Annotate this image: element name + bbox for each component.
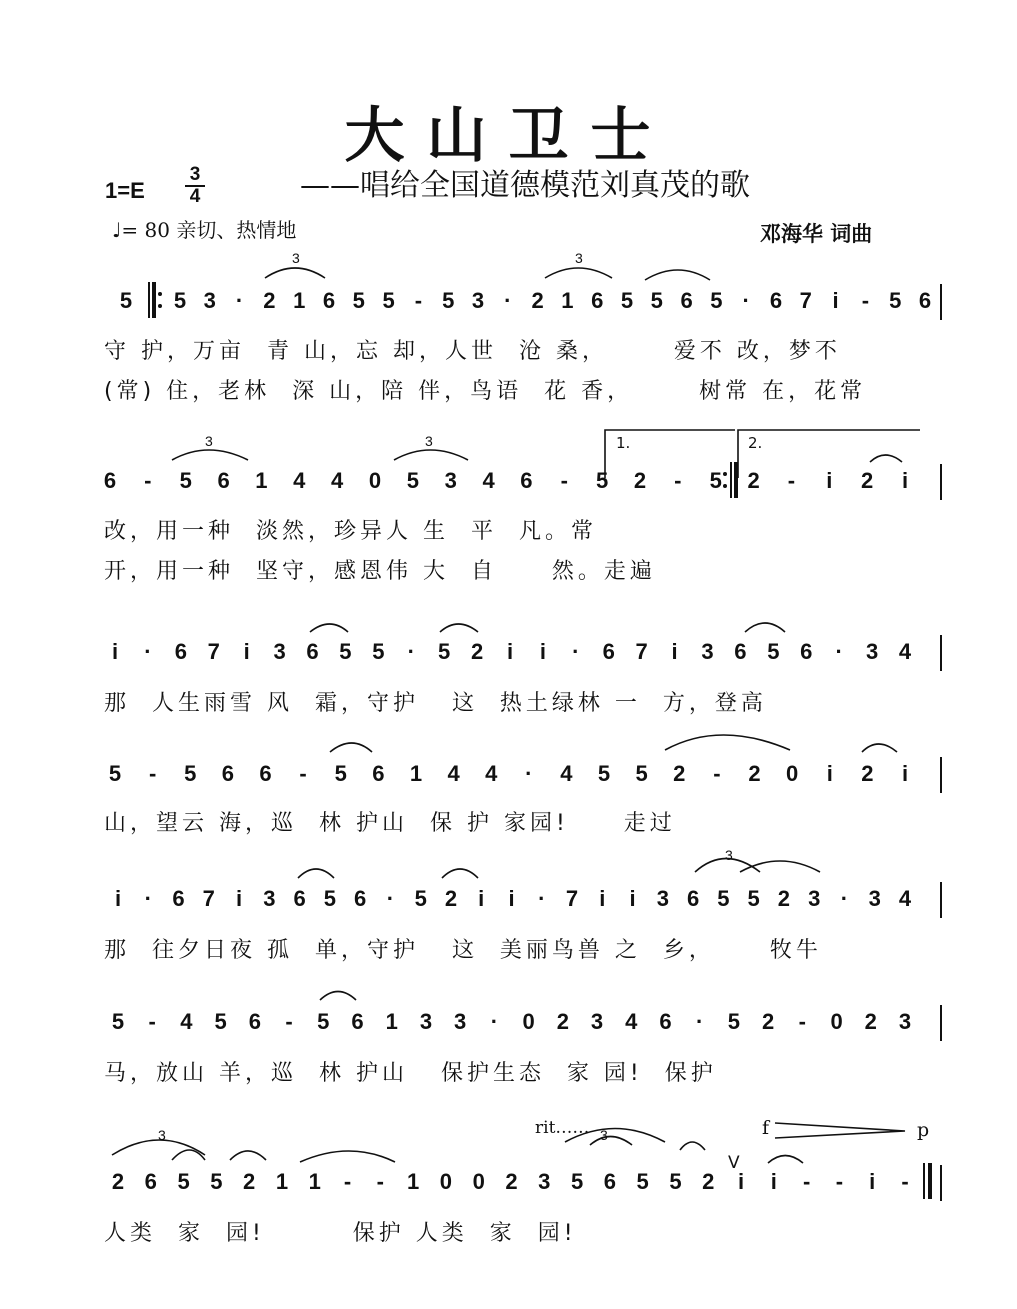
note: i: [508, 886, 515, 911]
note: ·: [835, 639, 843, 664]
note: 5: [179, 468, 192, 493]
note: 1: [385, 1009, 398, 1034]
svg-text:3: 3: [600, 1127, 608, 1143]
note: i: [478, 886, 485, 911]
note: -: [299, 761, 307, 786]
notation-row-6: [0, 1003, 1017, 1043]
note: 6: [680, 288, 693, 313]
note: 4: [485, 761, 498, 786]
note: ·: [525, 761, 533, 786]
note: 6: [602, 639, 615, 664]
note: 5: [184, 761, 197, 786]
composer-credit: 邓海华 词曲: [760, 222, 873, 246]
note: 3: [471, 288, 485, 313]
note: 2: [673, 761, 686, 786]
note: 6: [800, 639, 813, 664]
note: ·: [696, 1009, 704, 1034]
note: 1: [561, 288, 574, 313]
note: ·: [386, 886, 395, 911]
lyric-line-5-1: 那 往夕日夜 孤 单，守护 这 美丽鸟兽 之 乡， 牧牛: [104, 938, 822, 963]
lyric-line-2-2: 开，用一种 坚守，感恩伟 大 自 然。走遍: [104, 559, 656, 584]
note: 5: [570, 1169, 584, 1194]
note: i: [671, 639, 678, 664]
note: 6: [217, 468, 230, 493]
note: 5: [442, 288, 455, 313]
note: -: [787, 468, 796, 493]
note: 7: [202, 886, 215, 911]
note: 6: [354, 886, 367, 911]
svg-text:3: 3: [292, 250, 300, 266]
note: 6: [603, 1169, 616, 1194]
time-signature-top: 3: [189, 164, 201, 185]
note: 3: [538, 1169, 551, 1194]
note: i: [901, 468, 909, 493]
note: 2: [556, 1009, 569, 1034]
svg-text:3: 3: [575, 250, 583, 266]
note: -: [835, 1169, 844, 1194]
note: 5: [747, 886, 760, 911]
note: i: [832, 288, 839, 313]
note: 5: [767, 639, 780, 664]
note: i: [826, 468, 833, 493]
note: 4: [482, 468, 495, 493]
notation-row-4: [0, 755, 1017, 795]
lyric-line-6-1: 马，放山 羊，巡 林 护山 保护生态 家 园! 保护: [104, 1061, 717, 1086]
note: 0: [786, 761, 799, 786]
note: 6: [293, 886, 306, 911]
note: -: [798, 1009, 807, 1034]
note: ·: [144, 639, 152, 664]
note: 0: [472, 1169, 485, 1194]
note: 6: [769, 288, 783, 313]
note: 5: [669, 1169, 682, 1194]
note: 3: [273, 639, 286, 664]
note: 5: [352, 288, 365, 313]
note: -: [901, 1169, 909, 1194]
note: 5: [597, 761, 611, 786]
barline: [940, 882, 942, 918]
notation-row-1: [0, 282, 1017, 322]
note: 2: [263, 288, 276, 313]
note: ·: [840, 886, 849, 911]
barline: [940, 284, 942, 320]
time-signature: [185, 166, 205, 206]
note: 3: [590, 1009, 604, 1034]
note: -: [802, 1169, 811, 1194]
note: 4: [293, 468, 306, 493]
note: 2: [748, 761, 761, 786]
note: -: [285, 1009, 293, 1034]
note: 5: [173, 288, 187, 313]
barline: [940, 757, 942, 793]
note: 5: [382, 288, 395, 313]
note: 5: [414, 886, 427, 911]
note: 4: [625, 1009, 638, 1034]
note: 6: [144, 1169, 157, 1194]
note: 2: [861, 468, 874, 493]
note: i: [737, 1169, 745, 1194]
note: 6: [351, 1009, 364, 1034]
note: 4: [560, 761, 573, 786]
note: 3: [263, 886, 276, 911]
note: 4: [180, 1009, 193, 1034]
note: 6: [174, 639, 187, 664]
song-subtitle: ——唱给全国道德模范刘真茂的歌: [300, 168, 750, 203]
note: 6: [591, 288, 604, 313]
note: i: [599, 886, 606, 911]
note: 7: [207, 639, 220, 664]
note: 5: [709, 468, 722, 493]
note: -: [148, 1009, 156, 1034]
svg-text:3: 3: [425, 433, 433, 449]
note: 4: [898, 639, 912, 664]
note: 3: [701, 639, 714, 664]
note: ·: [572, 639, 580, 664]
note: 1: [255, 468, 268, 493]
forte-mark: f: [762, 1117, 770, 1139]
note: 2: [861, 761, 874, 786]
note: 6: [306, 639, 319, 664]
note: 2: [444, 886, 458, 911]
ending-1-label: 1.: [616, 434, 631, 452]
notation-row-5: [0, 880, 1017, 920]
note: 6: [520, 468, 533, 493]
note: 3: [454, 1009, 467, 1034]
pickup-note: 5: [119, 288, 133, 313]
note: 5: [334, 761, 347, 786]
note: 5: [717, 886, 730, 911]
note: 6: [103, 468, 117, 493]
notation-row-2: [0, 462, 1017, 502]
note: 2: [505, 1169, 518, 1194]
notation-row-7: [0, 1163, 1017, 1203]
note: 2: [111, 1169, 125, 1194]
barline: [940, 464, 942, 500]
note: 3: [865, 639, 879, 664]
note: 5: [317, 1009, 330, 1034]
note: i: [539, 639, 546, 664]
note: i: [869, 1169, 876, 1194]
note: i: [506, 639, 514, 664]
note: 5: [650, 288, 663, 313]
note: i: [243, 639, 250, 664]
note: 0: [439, 1169, 453, 1194]
note: ·: [235, 288, 244, 313]
note: 6: [372, 761, 385, 786]
note: 6: [322, 288, 336, 313]
note: 2: [777, 886, 791, 911]
note: i: [111, 639, 119, 664]
note: i: [901, 761, 909, 786]
svg-text:3: 3: [205, 433, 213, 449]
lyric-line-2-1: 改，用一种 淡然，珍异人 生 平 凡。常: [104, 519, 597, 544]
note: 2: [531, 288, 544, 313]
lyric-line-3-1: 那 人生雨雪 风 霜，守护 这 热土绿林 一 方，登高: [104, 691, 767, 716]
note: 6: [918, 288, 932, 313]
note: 2: [470, 639, 484, 664]
piano-mark: p: [917, 1119, 930, 1141]
note: -: [376, 1169, 384, 1194]
note: 6: [686, 886, 700, 911]
note: 2: [864, 1009, 877, 1034]
barline: [940, 1165, 942, 1201]
note: ·: [504, 288, 512, 313]
note: 4: [331, 468, 344, 493]
note: 6: [659, 1009, 672, 1034]
breath-mark: V: [728, 1153, 740, 1173]
note: ·: [538, 886, 546, 911]
song-title: 大山卫士: [344, 101, 673, 171]
note: 0: [368, 468, 382, 493]
note: 3: [898, 1009, 912, 1034]
barline: [940, 635, 942, 671]
note: 3: [203, 288, 216, 313]
note: 4: [898, 886, 912, 911]
note: i: [770, 1169, 777, 1194]
notation-row-3: [0, 633, 1017, 673]
note: 1: [275, 1169, 289, 1194]
note: 2: [702, 1169, 715, 1194]
note: 7: [635, 639, 648, 664]
note: -: [674, 468, 682, 493]
note: i: [629, 886, 636, 911]
lyric-line-1-1: 守 护，万亩 青 山，忘 却，人世 沧 桑， 爱不 改，梦不: [104, 339, 841, 364]
note: 6: [248, 1009, 261, 1034]
note: 6: [172, 886, 185, 911]
note: 5: [210, 1169, 223, 1194]
note: 3: [868, 886, 881, 911]
note: 5: [108, 761, 122, 786]
note: 2: [747, 468, 760, 493]
note: 5: [635, 761, 648, 786]
note: -: [148, 761, 157, 786]
note: 5: [177, 1169, 190, 1194]
note: i: [826, 761, 833, 786]
note: 7: [799, 288, 812, 313]
note: 1: [308, 1169, 321, 1194]
note: ·: [490, 1009, 499, 1034]
note: ·: [407, 639, 415, 664]
note: -: [560, 468, 568, 493]
note: 0: [522, 1009, 535, 1034]
svg-text:3: 3: [725, 847, 733, 863]
barline: [940, 1005, 942, 1041]
note: 5: [111, 1009, 125, 1034]
note: 3: [656, 886, 669, 911]
note: -: [861, 288, 870, 313]
note: 5: [620, 288, 634, 313]
note: 7: [565, 886, 579, 911]
key-signature: 1=E: [105, 178, 145, 203]
note: 6: [221, 761, 234, 786]
svg-text:3: 3: [158, 1127, 166, 1143]
note: 5: [372, 639, 385, 664]
note: 6: [259, 761, 272, 786]
lyric-line-7-1: 人类 家 园! 保护 人类 家 园!: [104, 1221, 577, 1246]
note: 3: [808, 886, 821, 911]
note: 2: [633, 468, 647, 493]
note: 5: [339, 639, 352, 664]
lyric-line-4-1: 山，望云 海，巡 林 护山 保 护 家园! 走过: [104, 811, 676, 836]
note: 5: [438, 639, 451, 664]
note: 1: [409, 761, 423, 786]
note: 2: [762, 1009, 775, 1034]
tempo-marking: ♩= 80 亲切、热情地: [112, 218, 297, 242]
note: -: [343, 1169, 352, 1194]
note: ·: [144, 886, 152, 911]
time-signature-bottom: 4: [189, 186, 201, 207]
note: -: [414, 288, 423, 313]
note: 5: [636, 1169, 649, 1194]
note: 5: [710, 288, 723, 313]
note: 5: [406, 468, 419, 493]
lyric-line-1-2: (常) 住，老林 深 山，陪 伴，鸟语 花 香， 树常 在，花常: [104, 379, 867, 404]
note: 1: [407, 1169, 420, 1194]
note: -: [144, 468, 152, 493]
note: -: [713, 761, 721, 786]
note: 4: [447, 761, 460, 786]
note: ·: [742, 288, 750, 313]
ritardando-mark: rit……: [535, 1118, 590, 1138]
note: 5: [889, 288, 902, 313]
note: 1: [293, 288, 306, 313]
note: 0: [830, 1009, 843, 1034]
note: 2: [243, 1169, 256, 1194]
note: 3: [444, 468, 457, 493]
note: i: [114, 886, 122, 911]
ending-2-label: 2.: [748, 434, 763, 452]
note: 5: [214, 1009, 227, 1034]
note: 5: [323, 886, 336, 911]
note: 6: [734, 639, 747, 664]
note: 5: [727, 1009, 741, 1034]
note: i: [236, 886, 243, 911]
note: 5: [596, 468, 609, 493]
note: 3: [419, 1009, 433, 1034]
